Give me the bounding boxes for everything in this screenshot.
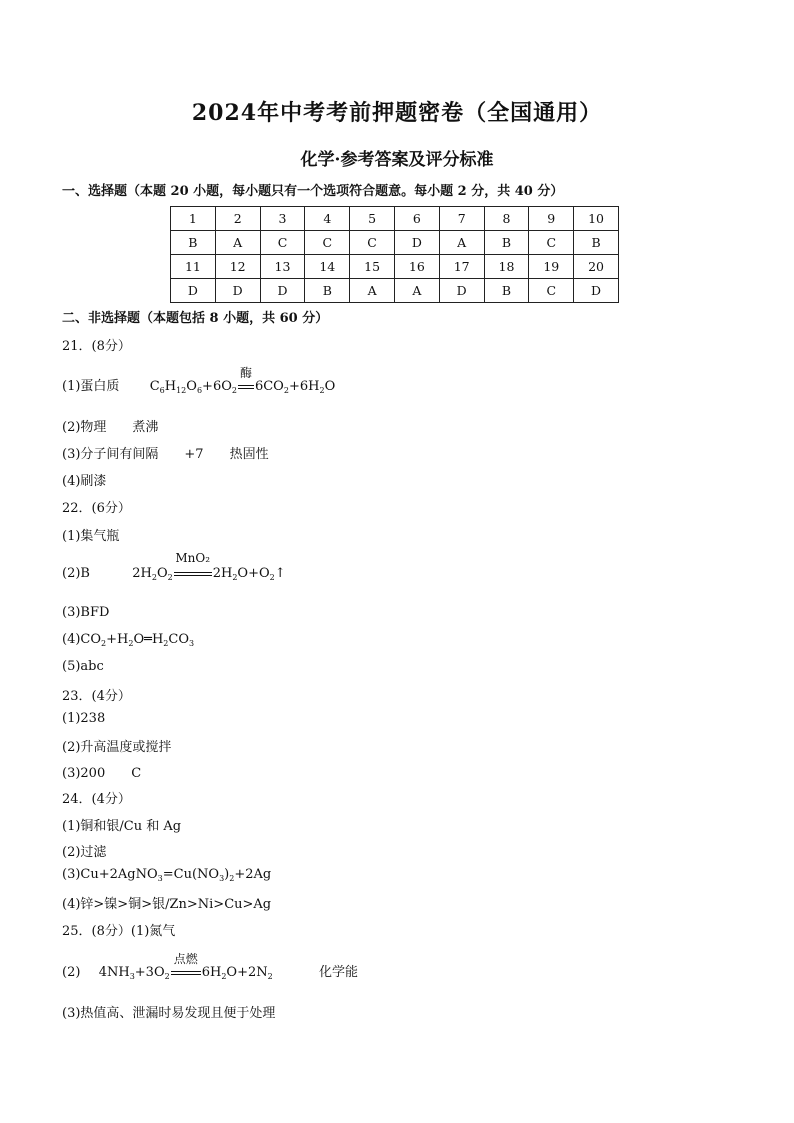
table-cell: 14 bbox=[305, 255, 350, 279]
table-cell: 7 bbox=[439, 207, 484, 231]
q24-part1: (1)铜和银/Cu 和 Ag bbox=[62, 819, 182, 834]
q23-part1: (1)238 bbox=[62, 711, 106, 726]
table-cell: D bbox=[260, 279, 305, 303]
table-row bbox=[171, 255, 619, 279]
q25-condition: 点燃 bbox=[173, 952, 198, 966]
q22-part4-label: (4) bbox=[62, 632, 81, 647]
table-cell: B bbox=[171, 231, 216, 255]
q25-part3: (3)热值高、泄漏时易发现且便于处理 bbox=[62, 1006, 276, 1021]
q21-part1-label: (1)蛋白质 bbox=[62, 379, 120, 394]
q21-condition: 酶 bbox=[239, 366, 252, 380]
section-1-heading: 一、选择题（本题 20 小题，每小题只有一个选项符合题意。每小题 2 分，共 40 分） bbox=[62, 184, 564, 199]
q22-part3: (3)BFD bbox=[62, 605, 110, 620]
table-cell: C bbox=[350, 231, 395, 255]
table-cell: 3 bbox=[260, 207, 305, 231]
table-row bbox=[171, 207, 619, 231]
q22-part2 bbox=[62, 551, 286, 582]
table-cell: B bbox=[574, 231, 619, 255]
q22-part2-label: (2)B bbox=[62, 566, 90, 581]
table-cell: D bbox=[171, 279, 216, 303]
q22-equation-2: $CO_2+H_2O═H_2CO_3$ bbox=[80, 632, 195, 648]
table-cell: C bbox=[529, 231, 574, 255]
table-cell: D bbox=[439, 279, 484, 303]
table-cell: B bbox=[484, 279, 529, 303]
q22-heading: 22．(6分） bbox=[62, 501, 131, 516]
q24-part4: (4)锌>镍>铜>银/Zn>Ni>Cu>Ag bbox=[62, 897, 272, 912]
table-cell: 15 bbox=[350, 255, 395, 279]
table-cell: 6 bbox=[394, 207, 439, 231]
table-cell: 9 bbox=[529, 207, 574, 231]
table-cell: D bbox=[394, 231, 439, 255]
table-cell: 11 bbox=[171, 255, 216, 279]
table-cell: 16 bbox=[394, 255, 439, 279]
table-cell: C bbox=[305, 231, 350, 255]
page-subtitle: 化学·参考答案及评分标准 bbox=[300, 150, 494, 170]
q24-equation: $Cu+2AgNO_3=Cu(NO_3)_2+2Ag$ bbox=[80, 867, 272, 883]
table-cell: A bbox=[215, 231, 260, 255]
table-cell: A bbox=[439, 231, 484, 255]
table-cell: B bbox=[305, 279, 350, 303]
table-cell: D bbox=[574, 279, 619, 303]
table-cell: A bbox=[394, 279, 439, 303]
table-row bbox=[171, 279, 619, 303]
q22-part1: (1)集气瓶 bbox=[62, 529, 120, 544]
table-cell: C bbox=[529, 279, 574, 303]
section-2-heading: 二、非选择题（本题包括 8 小题，共 60 分） bbox=[62, 311, 329, 326]
q25-equation: $4NH_3+3O_2$ 点燃 $6H_2O+2N_2$ bbox=[98, 952, 273, 981]
q22-equation: $2H_2O_2$ MnO₂ $2H_2O+O_2↑$ bbox=[132, 551, 286, 582]
answer-table bbox=[170, 206, 619, 303]
table-cell: 18 bbox=[484, 255, 529, 279]
table-cell: D bbox=[215, 279, 260, 303]
q21-part4: (4)刷漆 bbox=[62, 474, 107, 489]
q23-part2: (2)升高温度或搅拌 bbox=[62, 740, 172, 755]
q24-part2: (2)过滤 bbox=[62, 845, 107, 860]
q23-heading: 23．(4分） bbox=[62, 689, 131, 704]
table-cell: 17 bbox=[439, 255, 484, 279]
q25-part2-label: (2) bbox=[62, 965, 81, 980]
table-cell: B bbox=[484, 231, 529, 255]
table-cell: 19 bbox=[529, 255, 574, 279]
table-cell: 1 bbox=[171, 207, 216, 231]
table-cell: C bbox=[260, 231, 305, 255]
q21-part1 bbox=[62, 366, 336, 395]
q23-part3: (3)200 C bbox=[62, 766, 142, 781]
q24-part3-label: (3) bbox=[62, 867, 81, 882]
q21-equation: $C_6H_{12}O_6+6O_2$ 酶 $6CO_2+6H_2O$ bbox=[149, 366, 336, 395]
q21-heading: 21．(8分） bbox=[62, 339, 131, 354]
table-cell: 13 bbox=[260, 255, 305, 279]
q25-part2-energy: 化学能 bbox=[318, 965, 358, 980]
table-cell: 10 bbox=[574, 207, 619, 231]
q22-part4 bbox=[62, 632, 194, 648]
table-cell: 4 bbox=[305, 207, 350, 231]
table-cell: 12 bbox=[215, 255, 260, 279]
table-cell: 5 bbox=[350, 207, 395, 231]
q25-heading: 25．(8分）(1)氮气 bbox=[62, 924, 176, 939]
table-row bbox=[171, 231, 619, 255]
table-cell: 20 bbox=[574, 255, 619, 279]
q22-condition: MnO₂ bbox=[175, 551, 211, 565]
q24-part3 bbox=[62, 867, 271, 883]
q24-heading: 24．(4分） bbox=[62, 792, 131, 807]
page-title: 2024年中考考前押题密卷（全国通用） bbox=[191, 100, 603, 126]
q21-part3: (3)分子间有间隔 +7 热固性 bbox=[62, 447, 269, 462]
table-cell: 8 bbox=[484, 207, 529, 231]
table-cell: A bbox=[350, 279, 395, 303]
q22-part5: (5)abc bbox=[62, 659, 104, 674]
q25-part2 bbox=[62, 952, 358, 981]
table-cell: 2 bbox=[215, 207, 260, 231]
q21-part2: (2)物理 煮沸 bbox=[62, 420, 159, 435]
